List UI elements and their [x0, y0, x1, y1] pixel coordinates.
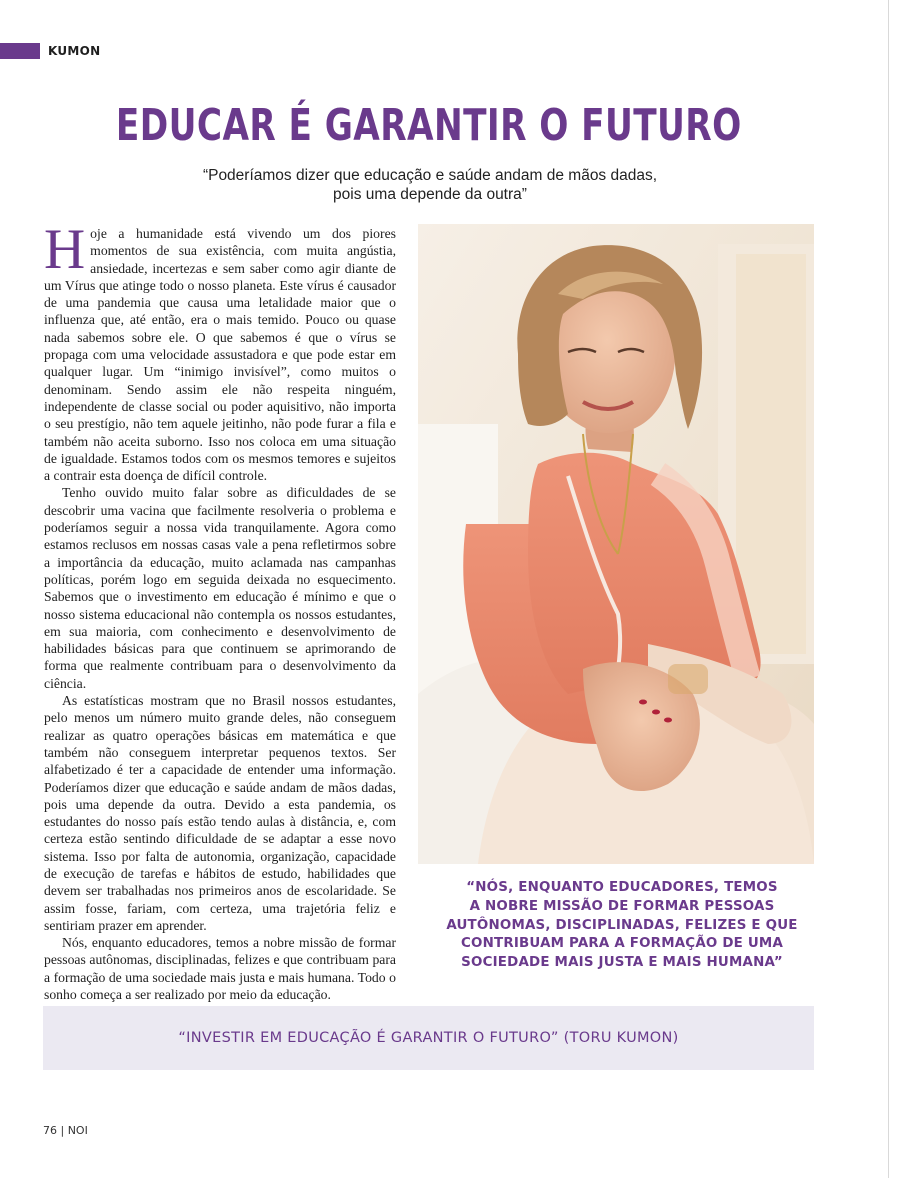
pull-quote-line: A NOBRE MISSÃO DE FORMAR PESSOAS — [469, 898, 775, 914]
pull-quote-line: AUTÔNOMAS, DISCIPLINADAS, FELIZES E QUE — [446, 917, 798, 933]
article-subtitle — [150, 166, 710, 204]
subtitle-line: pois uma depende da outra” — [333, 186, 527, 203]
pull-quote-line: “NÓS, ENQUANTO EDUCADORES, TEMOS — [466, 880, 778, 895]
section-label: KUMON — [48, 44, 101, 58]
article-title: EDUCAR É GARANTIR O FUTURO — [115, 100, 742, 151]
portrait-photo — [418, 224, 814, 864]
subtitle-line: “Poderíamos dizer que educação e saúde andam de mãos dadas, — [202, 167, 658, 184]
drop-cap: H — [44, 218, 86, 281]
quote-banner — [43, 1006, 814, 1070]
portrait-illustration — [418, 224, 814, 864]
pull-quote-line: SOCIEDADE MAIS JUSTA E MAIS HUMANA” — [461, 955, 783, 971]
article-paragraph: Nós, enquanto educadores, temos a nobre missão de formar pessoas autônomas, disciplinadas, felizes e que contribuam para a formação de uma sociedade mais justa e mais humana. Todo o sonho começa a ser realizado por meio da educação. — [44, 935, 396, 1003]
pull-quote — [420, 879, 824, 973]
article-body — [44, 218, 396, 1003]
pull-quote-line: CONTRIBUAM PARA A FORMAÇÃO DE UMA — [460, 936, 784, 952]
article-paragraph: Tenho ouvido muito falar sobre as dificuldades de se descobrir uma vacina que facilmente resolveria o problema e poderíamos seguir a nossa vida tranquilamente. Agora como estamos reclusos em nossas casas vale a pena refletirmos sobre a importância da educação, muito aclamada nas campanhas políticas, porém logo em seguida deixada no esquecimento. Sabemos que o investimento em educação é mínimo e que o nosso sistema educacional não contempla os nossos estudantes, em sua maioria, com conhecimento e desenvolvimento de habilidades básicas para que continuem se aprimorando de forma que realmente contribuam para o desenvolvimento da ciência. — [44, 485, 396, 691]
paragraph-text: oje a humanidade está vivendo um dos piores momentos de sua existência, com muita angústia, ansiedade, incertezas e sem saber como agir diante de um Vírus que atinge todo o nosso planeta. Este vírus é causador de uma pandemia que causa uma letalidade maior que o influenza que, até então, era o mais temido. Pouco ou quase nada sabemos sobre ele. O que sabemos é que o vírus se propaga com uma velocidade assustadora e que pode estar em qualquer lugar. Um “inimigo invisível”, como muitos o denominam. Sendo assim ele não respeita ninguém, independente de classe social ou poder aquisitivo, não importa o seu prestígio, não tem aquele jeitinho, não pode furar a fila e também não aceita suborno. Isso nos coloca em uma situação de igualdade. Estamos todos com os mesmos temores e sujeitos a contrair esta doença de difícil controle. — [44, 226, 396, 484]
section-marker-bar — [0, 43, 40, 59]
banner-quote-text: “INVESTIR EM EDUCAÇÃO É GARANTIR O FUTURO” (TORU KUMON) — [178, 1030, 679, 1046]
page-edge-rule — [888, 0, 889, 1178]
page-footer: 76 | NOI — [43, 1124, 88, 1137]
article-paragraph — [44, 218, 396, 484]
article-paragraph: As estatísticas mostram que no Brasil nossos estudantes, pelo menos um número muito grande deles, não conseguem realizar as quatro operações básicas em matemática e que também não conseguem interpretar pequenos textos. Ser alfabetizado é ter a capacidade de entender uma informação. Poderíamos dizer que educação e saúde andam de mãos dadas, pois uma depende da outra. Devido a esta pandemia, os estudantes do nosso país estão tendo aulas à distância, e, com certeza estão sentindo dificuldade de se adaptar a esse novo sistema. Isso por falta de autonomia, organização, capacidade de execução de tarefas e hábitos de estudo, habilidades que devem ser trabalhadas nos primeiros anos de escolaridade. Se assim fosse, fariam, com certeza, uma trajetória feliz e sentiriam prazer em aprender. — [44, 693, 396, 933]
